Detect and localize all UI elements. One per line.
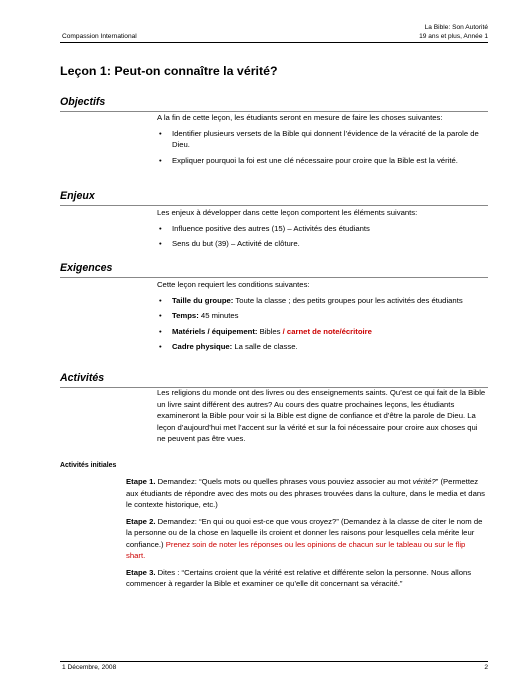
exigences-body xyxy=(157,279,487,357)
bullet-icon: • xyxy=(159,128,162,138)
bullet-icon: • xyxy=(159,311,162,320)
header-org: Compassion International xyxy=(62,33,137,40)
step-item: Etape 3. Dites : “Certains croient que la vérité est relative et différente selon la personne. Nous allons commencer à regarder la Bible et examiner ce qu’elle dit concernant sa véracité.” xyxy=(126,567,472,588)
list-item: • Identifier plusieurs versets de la Bible qui donnent l’évidence de la véracité de la parole de Dieu. xyxy=(159,128,479,149)
step-item: Etape 1. Demandez: “Quels mots ou quelles phrases vous pouviez associer au mot vérité?” (Permettez aux étudiants de répondre avec des mots ou des phrases trouvées dans la culture, dans le media et dans le contexte historique, etc.) xyxy=(126,477,485,509)
header-doc-title: La Bible: Son Autorité xyxy=(424,24,488,31)
section-heading-activites: Activités xyxy=(60,372,105,384)
list-item: • Cadre physique: La salle de classe. xyxy=(159,342,298,351)
step-item: Etape 2. Demandez: “En qui ou quoi est-ce que vous croyez?” (Demandez à la classe de citer le nom de la personne ou de la chose en laquelle ils croient et donner les raisons pour lesquelles cela mérite leur confiance.) Prenez soin de noter les réponses ou les opinions de chacun sur le tableau ou sur le flip shart. xyxy=(126,516,483,560)
footer-date: 1 Décembre, 2008 xyxy=(62,664,117,671)
list-item: • Temps: 45 minutes xyxy=(159,311,239,320)
header-divider xyxy=(60,42,488,43)
page-number: 2 xyxy=(484,664,488,671)
enjeux-intro: Les enjeux à développer dans cette leçon comportent les éléments suivants: xyxy=(157,208,418,217)
list-item: • Expliquer pourquoi la foi est une clé nécessaire pour croire que la Bible est la vérité. xyxy=(159,155,458,165)
activites-body xyxy=(157,387,487,449)
enjeux-list xyxy=(157,223,487,250)
exigences-intro: Cette leçon requiert les conditions suivantes: xyxy=(157,280,310,289)
steps-list xyxy=(126,476,486,595)
footer-divider xyxy=(60,661,488,662)
objectifs-intro: A la fin de cette leçon, les étudiants seront en mesure de faire les choses suivantes: xyxy=(157,113,443,122)
section-heading-objectifs: Objectifs xyxy=(60,96,106,108)
objectifs-list xyxy=(157,128,487,167)
bullet-icon: • xyxy=(159,223,162,233)
section-divider xyxy=(60,205,488,206)
bullet-icon: • xyxy=(159,239,162,248)
bullet-icon: • xyxy=(159,155,162,165)
enjeux-body xyxy=(157,207,487,254)
exigences-list xyxy=(157,295,487,353)
header-audience: 19 ans et plus, Année 1 xyxy=(419,33,488,40)
highlighted-note: Prenez soin de noter les réponses ou les opinions de chacun sur le tableau ou sur le flip shart. xyxy=(126,539,466,560)
list-item: • Taille du groupe: Toute la classe ; des petits groupes pour les activités des étudiants xyxy=(159,295,463,305)
activites-text: Les religions du monde ont des livres ou des enseignements saints. Qu’est ce qui fait de la Bible un livre saint différent des autres? Au cours des quatre prochaines leçons, les étudiants examineront la Bible pour voir si la Bible est digne de confiance et d’être la parole de Dieu. La leçon d’aujourd’hui met l’accent sur la vérité et sur la foi nécessaire pour croire aux choses qui ne peuvent pas être vues. xyxy=(157,388,486,443)
list-item: • Sens du but (39) – Activité de clôture. xyxy=(159,239,300,248)
header-doc-info xyxy=(419,23,488,41)
highlighted-note: / carnet de note/écritoire xyxy=(282,326,372,336)
list-item: • Influence positive des autres (15) – Activités des étudiants xyxy=(159,223,370,233)
section-divider xyxy=(60,277,488,278)
bullet-icon: • xyxy=(159,342,162,351)
lesson-title: Leçon 1: Peut-on connaître la vérité? xyxy=(60,64,278,78)
section-heading-exigences: Exigences xyxy=(60,262,113,274)
activites-initiales-heading: Activités initiales xyxy=(60,462,117,469)
bullet-icon: • xyxy=(159,326,162,336)
list-item: • Matériels / équipement: Bibles / carnet de note/écritoire xyxy=(159,326,372,336)
section-heading-enjeux: Enjeux xyxy=(60,190,95,202)
bullet-icon: • xyxy=(159,295,162,305)
objectifs-body xyxy=(157,112,487,170)
